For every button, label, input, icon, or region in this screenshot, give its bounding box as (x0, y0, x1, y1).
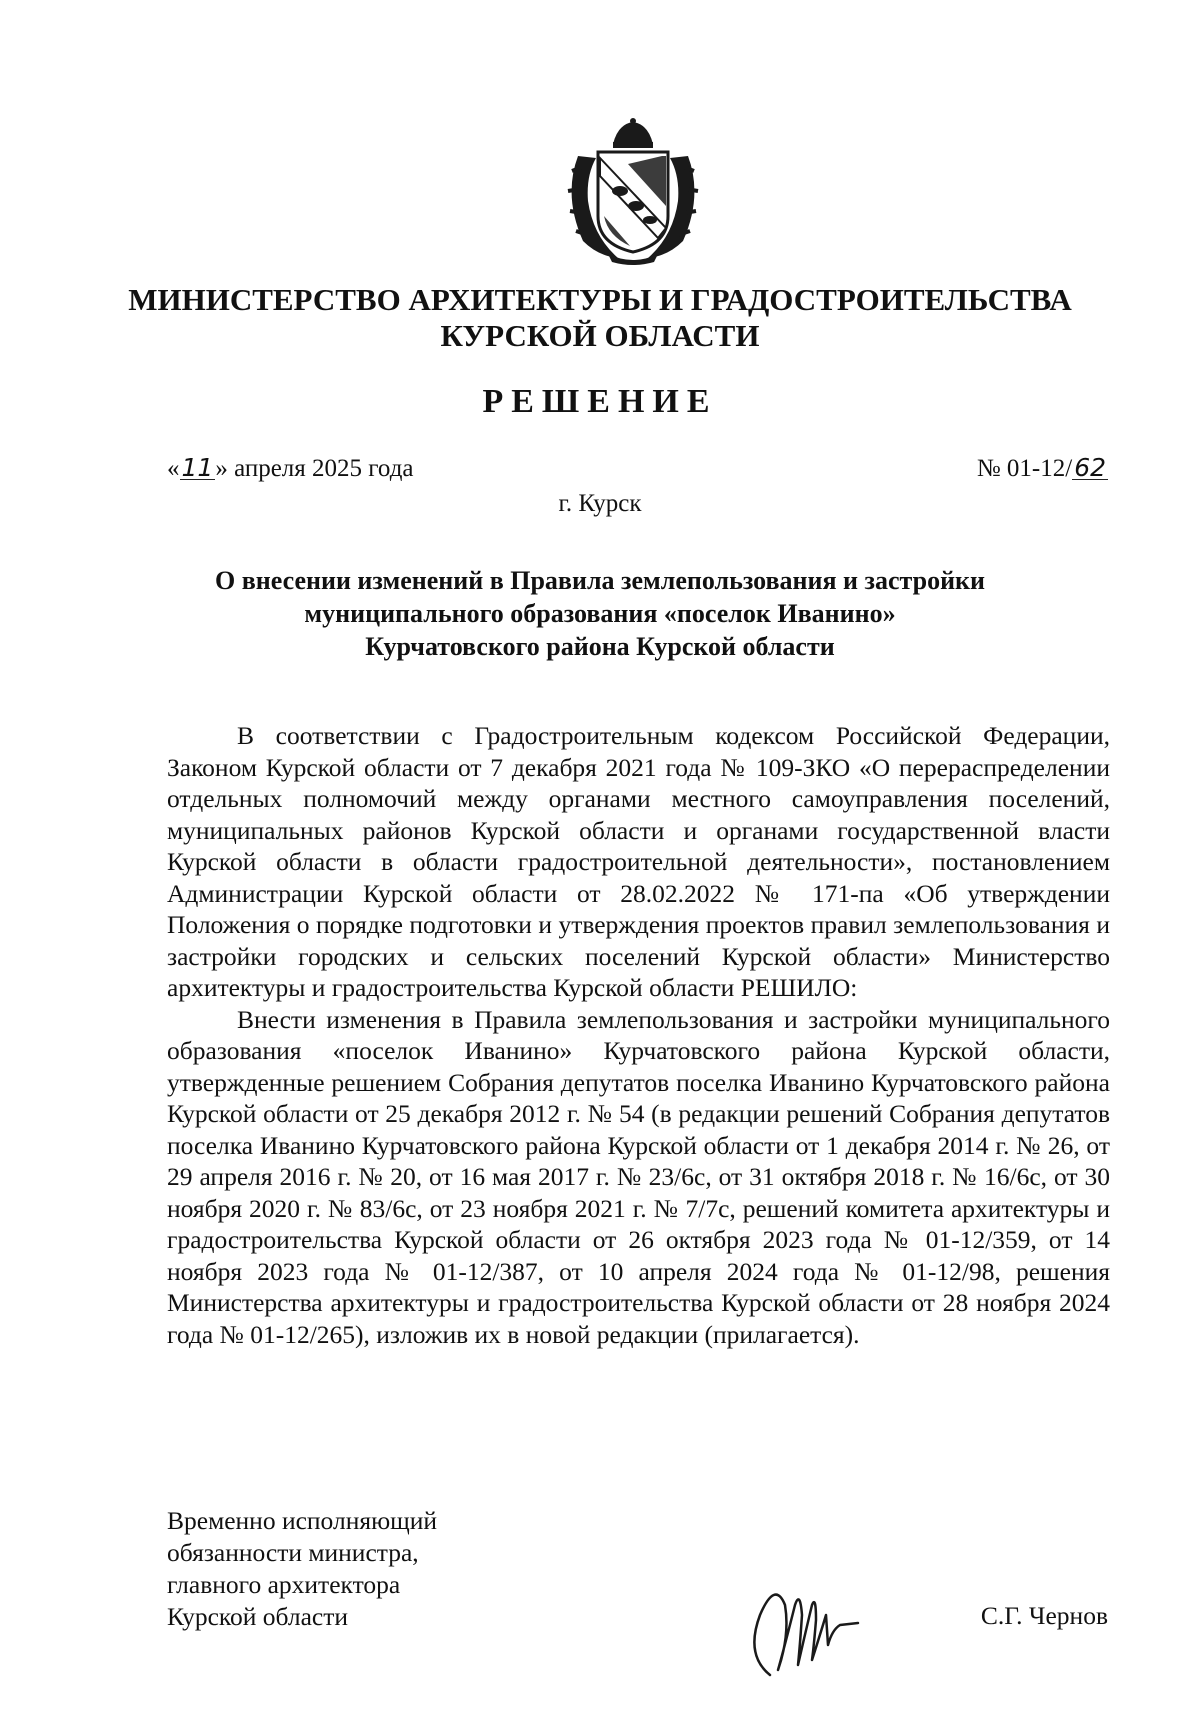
ministry-title-line2: КУРСКОЙ ОБЛАСТИ (440, 318, 760, 353)
subject-line2: муниципального образования «поселок Иванино» (304, 599, 896, 628)
signatory-position (167, 1505, 437, 1633)
document-date (167, 455, 414, 483)
number-handwritten: 62 (1074, 453, 1106, 482)
document-type-heading: РЕШЕНИЕ (482, 383, 718, 420)
position-line1: Временно исполняющий (167, 1506, 438, 1535)
subject-line1: О внесении изменений в Правила землепользования и застройки (214, 566, 986, 595)
position-line3: главного архитектора (167, 1570, 401, 1599)
handwritten-signature-icon (740, 1575, 860, 1685)
body-paragraph-1: В соответствии с Градостроительным кодексом Российской Федерации, Законом Курской области от 7 декабря 2021 года № 109-ЗКО «О перераспределении отдельных полномочий между органами местного самоуправления поселений, муниципальных районов Курской области и органами государственной власти Курской области в области градостроительной деятельности», постановлением Администрации Курской области от 28.02.2022 № 171-па «Об утверждении Положения о порядке подготовки и утверждения проектов правил землепользования и застройки городских и сельских поселений Курской области» Министерство архитектуры и градостроительства Курской области РЕШИЛО: (167, 721, 1110, 1002)
ministry-title (100, 282, 1100, 354)
ministry-title-line1: МИНИСТЕРСТВО АРХИТЕКТУРЫ И ГРАДОСТРОИТЕЛЬСТВА (128, 282, 1072, 317)
date-open-quote: « (167, 455, 180, 482)
position-line2: обязанности министра, (167, 1538, 419, 1567)
body-paragraph-2: Внести изменения в Правила землепользования и застройки муниципального образования «поселок Иванино» Курчатовского района Курской области, утвержденные решением Собрания депутатов поселка Иванино Курчатовского района Курской области от 25 декабря 2012 г. № 54 (в редакции решений Собрания депутатов поселка Иванино Курчатовского района Курской области от 1 декабря 2014 г. № 26, от 29 апреля 2016 г. № 20, от 16 мая 2017 г. № 23/6с, от 31 октября 2018 г. № 16/6с, от 30 ноября 2020 г. № 83/6с, от 23 ноября 2021 г. № 7/7с, решений комитета архитектуры и градостроительства Курской области от 26 октября 2023 года № 01-12/359, от 14 ноября 2023 года № 01-12/387, от 10 апреля 2024 года № 01-12/98, решения Министерства архитектуры и градостроительства Курской области от 28 ноября 2024 года № 01-12/265), изложив их в новой редакции (прилагается). (167, 1004, 1110, 1349)
document-city: г. Курск (558, 490, 642, 517)
signer-name: С.Г. Чернов (980, 1601, 1108, 1630)
date-rest: » апреля 2025 года (215, 455, 414, 482)
number-prefix: № 01-12/ (976, 455, 1073, 482)
kursk-coat-of-arms-icon (558, 116, 708, 266)
subject-line3: Курчатовского района Курской области (365, 632, 835, 661)
date-day-handwritten: 11 (181, 453, 214, 482)
document-number (977, 455, 1108, 483)
document-body (167, 720, 1110, 1350)
position-line4: Курской области (167, 1602, 349, 1631)
document-subject (140, 564, 1060, 663)
